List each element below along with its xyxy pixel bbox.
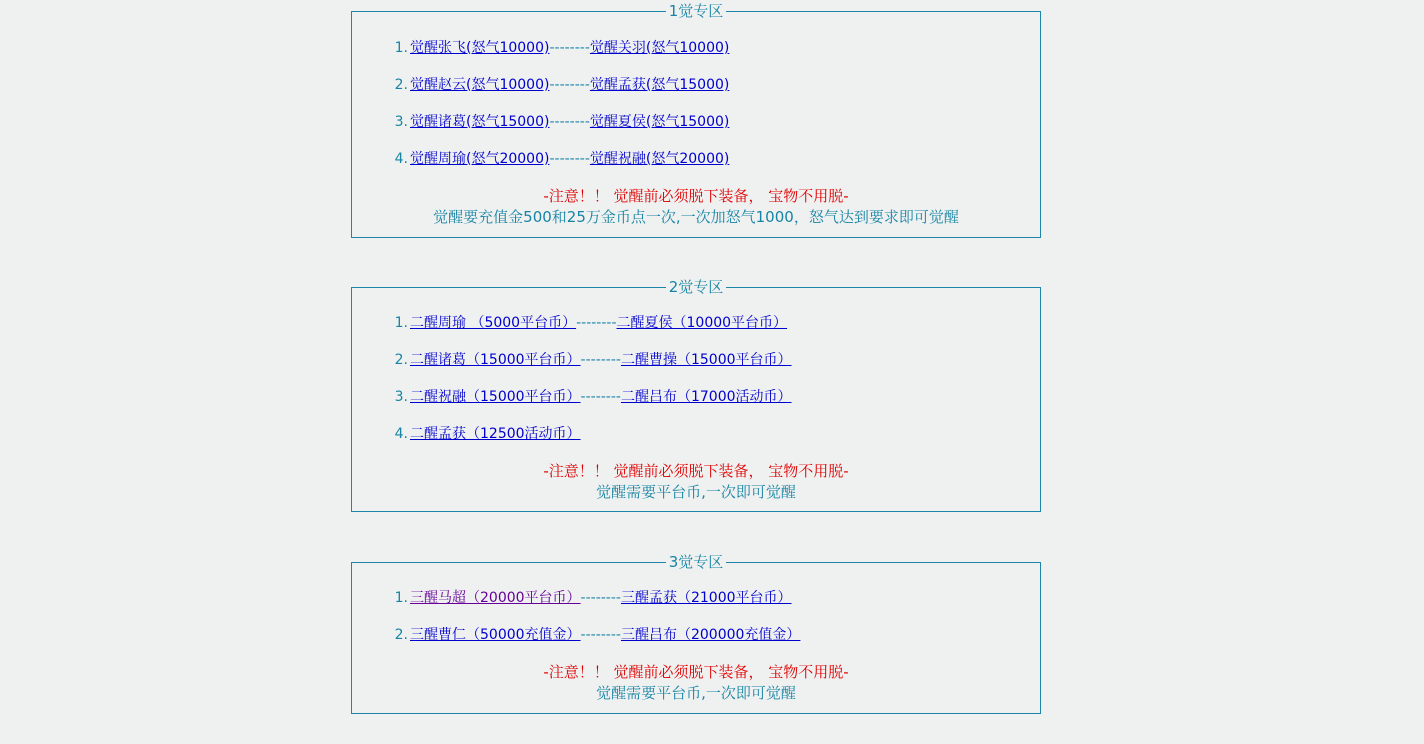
zone-2-warning: -注意！！ 觉醒前必须脱下装备， 宝物不用脱-: [543, 462, 849, 480]
row-separator: --------: [549, 151, 590, 167]
awaken-zhaoyun-link[interactable]: 觉醒赵云(怒气10000): [410, 77, 550, 93]
third-awaken-machao-link[interactable]: 三醒马超（20000平台币）: [410, 590, 581, 606]
zone-2-row-2: [390, 350, 792, 370]
awaken-zhangfei-link[interactable]: 觉醒张飞(怒气10000): [410, 40, 550, 56]
row-number: 1.: [394, 40, 408, 56]
zone-3-row-1: [390, 588, 792, 608]
row-separator: --------: [576, 315, 617, 331]
awaken-guanyu-link[interactable]: 觉醒关羽(怒气10000): [589, 40, 730, 56]
zone-1-info: 觉醒要充值金500和25万金币点一次,一次加怒气1000，怒气达到要求即可觉醒: [433, 208, 959, 226]
zone-1-title: 1觉专区: [666, 2, 727, 20]
zone-1-row-3: [390, 112, 729, 132]
second-awaken-menghuo-link[interactable]: 二醒孟获（12500活动币）: [410, 426, 581, 442]
awaken-menghuo-link[interactable]: 觉醒孟获(怒气15000): [589, 77, 730, 93]
zone-2-row-4: [390, 424, 581, 444]
zone-2-panel: [351, 278, 1041, 512]
zone-3-legend: [352, 553, 1040, 571]
second-awaken-zhuge-link[interactable]: 二醒诸葛（15000平台币）: [410, 352, 581, 368]
zone-1-warning: -注意！！ 觉醒前必须脱下装备， 宝物不用脱-: [543, 187, 849, 205]
row-separator: --------: [549, 77, 590, 93]
row-number: 4.: [394, 151, 408, 167]
zone-3-info: 觉醒需要平台币,一次即可觉醒: [596, 684, 796, 702]
row-number: 2.: [394, 627, 408, 643]
second-awaken-zhouyu-link[interactable]: 二醒周瑜 （5000平台币）: [410, 315, 577, 331]
row-number: 2.: [394, 352, 408, 368]
zone-2-info: 觉醒需要平台币,一次即可觉醒: [596, 483, 796, 501]
row-number: 1.: [394, 590, 408, 606]
row-number: 2.: [394, 77, 408, 93]
zone-1-row-2: [390, 75, 729, 95]
row-separator: --------: [580, 590, 621, 606]
row-number: 3.: [394, 114, 408, 130]
row-separator: --------: [580, 352, 621, 368]
awaken-zhouyu-link[interactable]: 觉醒周瑜(怒气20000): [410, 151, 550, 167]
zone-1-row-1: [390, 38, 729, 58]
zone-3-title: 3觉专区: [666, 553, 727, 571]
zone-1-panel: [351, 2, 1041, 238]
third-awaken-caoren-link[interactable]: 三醒曹仁（50000充值金）: [410, 627, 581, 643]
third-awaken-menghuo-link[interactable]: 三醒孟获（21000平台币）: [620, 590, 792, 606]
row-number: 3.: [394, 389, 408, 405]
row-number: 4.: [394, 426, 408, 442]
row-separator: --------: [549, 114, 590, 130]
zone-3-warning: -注意！！ 觉醒前必须脱下装备， 宝物不用脱-: [543, 663, 849, 681]
third-awaken-lvbu-link[interactable]: 三醒吕布（200000充值金）: [620, 627, 801, 643]
zone-1-row-4: [390, 149, 729, 169]
zone-2-legend: [352, 278, 1040, 296]
second-awaken-zhurong-link[interactable]: 二醒祝融（15000平台币）: [410, 389, 581, 405]
row-separator: --------: [580, 627, 621, 643]
awaken-xiahou-link[interactable]: 觉醒夏侯(怒气15000): [589, 114, 730, 130]
awaken-zhurong-link[interactable]: 觉醒祝融(怒气20000): [589, 151, 730, 167]
awaken-zhuge-link[interactable]: 觉醒诸葛(怒气15000): [410, 114, 550, 130]
zone-3-panel: [351, 553, 1041, 714]
zone-1-legend: [352, 2, 1040, 20]
zone-2-row-1: [390, 313, 787, 333]
zone-3-row-2: [390, 625, 800, 645]
row-separator: --------: [580, 389, 621, 405]
row-number: 1.: [394, 315, 408, 331]
zone-2-title: 2觉专区: [666, 278, 727, 296]
second-awaken-lvbu-link[interactable]: 二醒吕布（17000活动币）: [620, 389, 792, 405]
second-awaken-caocao-link[interactable]: 二醒曹操（15000平台币）: [620, 352, 792, 368]
second-awaken-xiahou-link[interactable]: 二醒夏侯（10000平台币）: [616, 315, 788, 331]
row-separator: --------: [549, 40, 590, 56]
zone-2-row-3: [390, 387, 792, 407]
